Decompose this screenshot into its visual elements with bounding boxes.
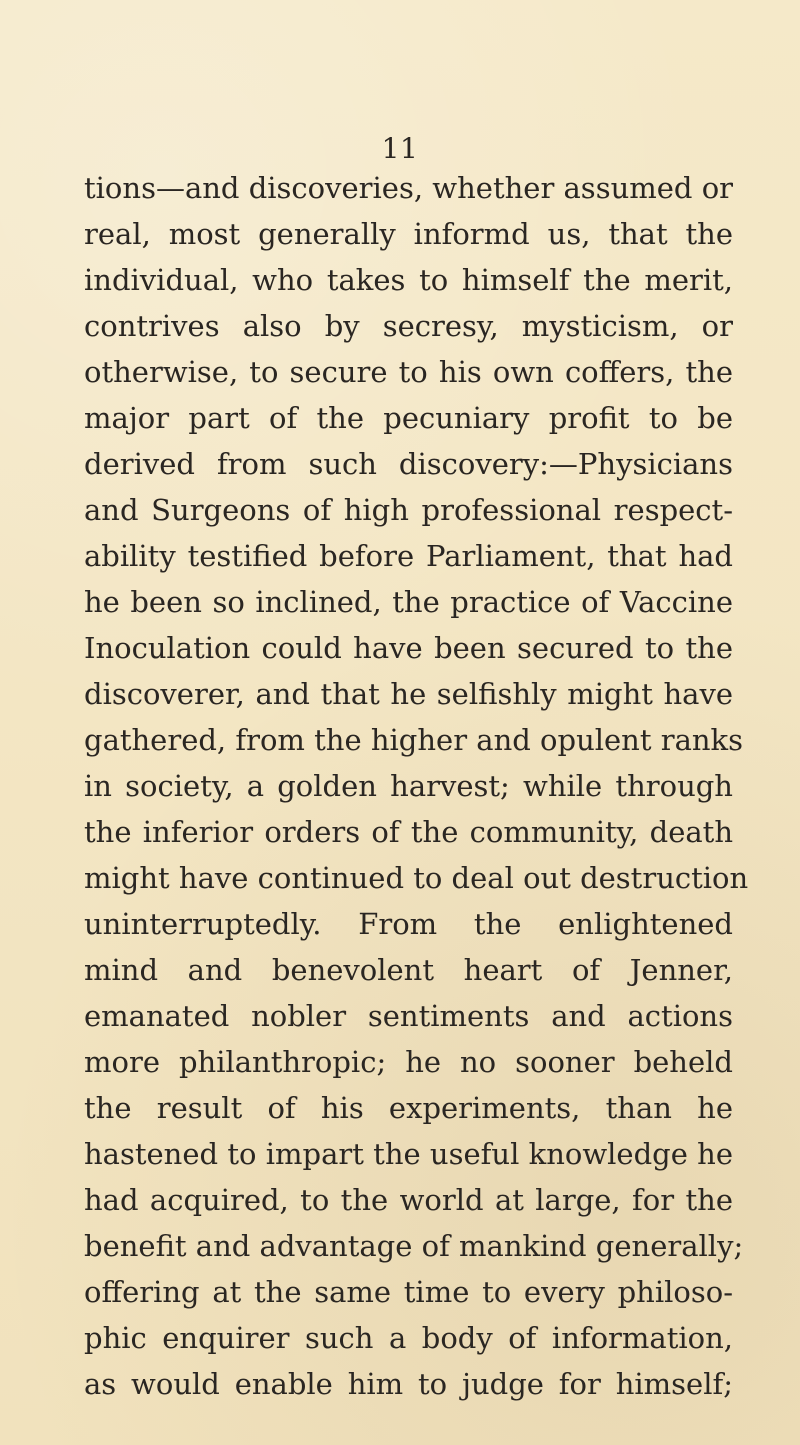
text-line: discoverer, and that he selfishly might have bbox=[84, 677, 733, 711]
text-line: more philanthropic; he no sooner beheld bbox=[84, 1045, 733, 1079]
text-line: derived from such discovery:—Physicians bbox=[84, 447, 733, 481]
text-line: mind and benevolent heart of Jenner, bbox=[84, 953, 733, 987]
text-line: might have continued to deal out destruction bbox=[84, 861, 749, 895]
text-line: had acquired, to the world at large, for the bbox=[84, 1183, 733, 1217]
text-line: real, most generally informd us, that the bbox=[84, 217, 733, 251]
text-line: uninterruptedly. From the enlightened bbox=[84, 907, 733, 941]
text-line: contrives also by secresy, mysticism, or bbox=[84, 309, 733, 343]
text-line: tions—and discoveries, whether assumed or bbox=[84, 171, 734, 205]
text-line: individual, who takes to himself the merit, bbox=[84, 263, 733, 297]
text-line: he been so inclined, the practice of Vaccine bbox=[84, 585, 733, 619]
text-line: offering at the same time to every philoso- bbox=[84, 1275, 733, 1309]
text-line: as would enable him to judge for himself; bbox=[84, 1367, 733, 1401]
text-line: major part of the pecuniary profit to be bbox=[84, 401, 733, 435]
text-line: the inferior orders of the community, death bbox=[84, 815, 733, 849]
text-line: benefit and advantage of mankind generally; bbox=[84, 1229, 744, 1263]
body-text bbox=[84, 165, 749, 1407]
page-number: 11 bbox=[381, 132, 419, 165]
text-line: hastened to impart the useful knowledge he bbox=[84, 1137, 733, 1171]
text-line: the result of his experiments, than he bbox=[84, 1091, 733, 1125]
text-line: ability testified before Parliament, that had bbox=[84, 539, 733, 573]
text-line: in society, a golden harvest; while through bbox=[84, 769, 733, 803]
text-line: emanated nobler sentiments and actions bbox=[84, 999, 733, 1033]
text-line: otherwise, to secure to his own coffers, the bbox=[84, 355, 733, 389]
text-line: and Surgeons of high professional respect- bbox=[84, 493, 733, 527]
text-line: Inoculation could have been secured to the bbox=[84, 631, 733, 665]
text-line: phic enquirer such a body of information, bbox=[84, 1321, 733, 1355]
text-line: gathered, from the higher and opulent ranks bbox=[84, 723, 744, 757]
